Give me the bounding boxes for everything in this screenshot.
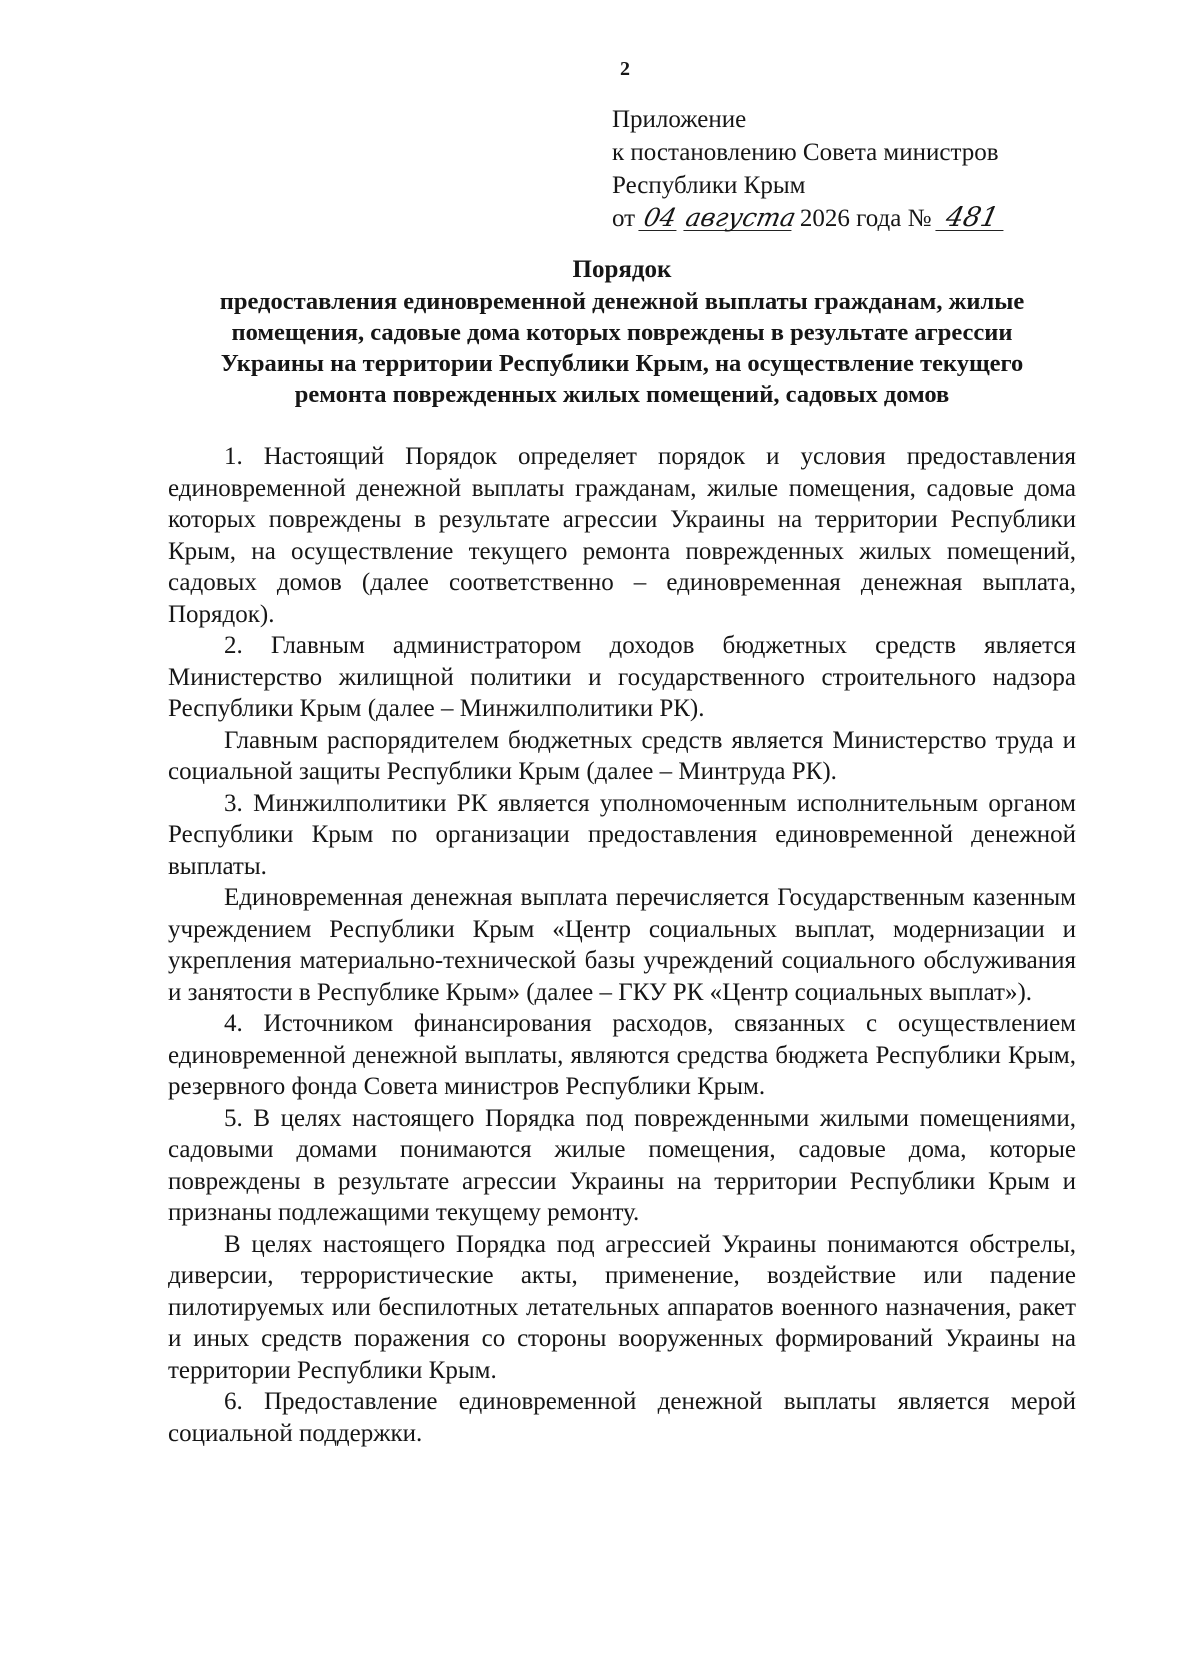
paragraph: В целях настоящего Порядка под агрессией Украины понимаются обстрелы, диверсии, террористические акты, применение, воздействие или падение пилотируемых или беспилотных летательных аппаратов военного назначения, ракет и иных средств поражения со стороны вооруженных формирований Украины на территории Республики Крым. bbox=[168, 1230, 1076, 1384]
date-year: 2026 года № bbox=[799, 205, 932, 232]
title-line-3: Украины на территории Республики Крым, на осуществление текущего bbox=[220, 350, 1024, 377]
document-body bbox=[168, 441, 1076, 1449]
title-line-2: помещения, садовые дома которых повреждены в результате агрессии bbox=[231, 319, 1013, 346]
paragraph: 5. В целях настоящего Порядка под поврежденными жилыми помещениями, садовыми домами понимаются жилые помещения, садовые дома, которые повреждены в результате агрессии Украины на территории Республики Крым и признаны подлежащими текущему ремонту. bbox=[168, 1104, 1076, 1226]
paragraph: 2. Главным администратором доходов бюджетных средств является Министерство жилищной политики и государственного строительного надзора Республики Крым (далее – Минжилполитики РК). bbox=[168, 632, 1076, 722]
document-title bbox=[168, 254, 1076, 410]
handwritten-number: 481 bbox=[935, 206, 1008, 231]
paragraph: 1. Настоящий Порядок определяет порядок и условия предоставления единовременной денежной выплаты гражданам, жилые помещения, садовые дома которых повреждены в результате агрессии Украины на территории Республики Крым, на осуществление текущего ремонта поврежденных жилых помещений, садовых домов (далее соответственно – единовременная денежная выплата, Порядок). bbox=[168, 443, 1076, 628]
handwritten-day: 04 bbox=[639, 206, 682, 231]
date-prefix: от bbox=[612, 205, 636, 232]
paragraph: Главным распорядителем бюджетных средств является Министерство труда и социальной защиты Республики Крым (далее – Минтруда РК). bbox=[168, 726, 1076, 785]
title-heading: Порядок bbox=[572, 256, 672, 283]
title-line-1: предоставления единовременной денежной выплаты гражданам, жилые bbox=[219, 288, 1025, 315]
annex-header bbox=[612, 103, 1006, 235]
page-number: 2 bbox=[620, 58, 630, 80]
annex-republic: Республики Крым bbox=[612, 172, 806, 199]
title-line-4: ремонта поврежденных жилых помещений, садовых домов bbox=[294, 381, 950, 408]
paragraph: 4. Источником финансирования расходов, связанных с осуществлением единовременной денежной выплаты, являются средства бюджета Республики Крым, резервного фонда Совета министров Республики Крым. bbox=[168, 1010, 1076, 1100]
paragraph: 3. Минжилполитики РК является уполномоченным исполнительным органом Республики Крым по организации предоставления единовременной денежной выплаты. bbox=[168, 789, 1076, 880]
annex-title: Приложение bbox=[612, 106, 747, 133]
handwritten-month: августа bbox=[682, 203, 799, 232]
annex-date-line bbox=[612, 202, 1006, 235]
paragraph: 6. Предоставление единовременной денежной выплаты является мерой социальной поддержки. bbox=[168, 1388, 1076, 1447]
paragraph: Единовременная денежная выплата перечисляется Государственным казенным учреждением Республики Крым «Центр социальных выплат, модернизации и укрепления материально-технической базы учреждений социального обслуживания и занятости в Республике Крым» (далее – ГКУ РК «Центр социальных выплат»). bbox=[168, 884, 1076, 1006]
annex-resolution-ref: к постановлению Совета министров bbox=[612, 139, 999, 166]
